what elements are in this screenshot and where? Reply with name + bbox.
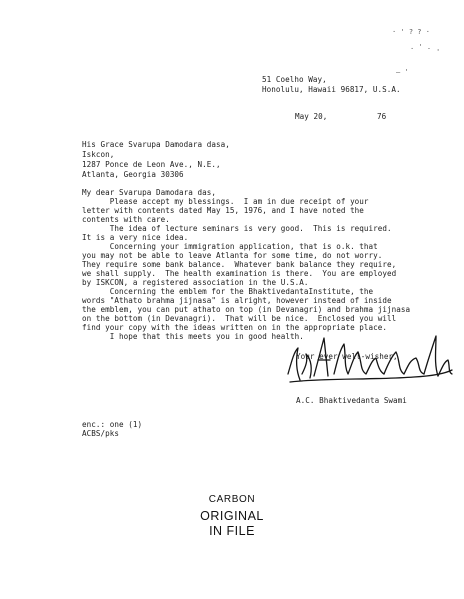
enclosure-note: enc.: one (1)	[82, 420, 143, 429]
body-line: Concerning your immigration application, that is o.k. that	[82, 242, 378, 251]
letter-date: May 20,	[295, 112, 328, 121]
corner-mark: ― '	[396, 68, 409, 76]
salutation: My dear Svarupa Damodara das,	[82, 188, 217, 197]
corner-mark: . ' .	[410, 43, 432, 51]
body-line: Please accept my blessings. I am in due receipt of your	[82, 197, 369, 206]
stamp-line-original: ORIGINAL	[200, 509, 264, 523]
body-line: letter with contents dated May 15, 1976, and I have noted the	[82, 206, 364, 215]
body-line: I hope that this meets you in good health.	[82, 332, 304, 341]
recipient-line: His Grace Svarupa Damodara dasa,	[82, 140, 230, 149]
letter-date-year: 76	[377, 112, 387, 121]
body-line: They require some bank balance. Whatever bank balance they require,	[82, 260, 397, 269]
corner-mark: · ' ? ? ·	[392, 28, 430, 36]
corner-mark: '	[436, 48, 441, 56]
body-line: contents with care.	[82, 215, 170, 224]
body-line: Concerning the emblem for the BhaktivedantaInstitute, the	[82, 287, 374, 296]
stamp-line-in-file: IN FILE	[209, 524, 255, 538]
body-line: you may not be able to leave Atlanta for some time, do not worry.	[82, 251, 383, 260]
typist-initials: ACBS/pks	[82, 429, 119, 438]
carbon-stamp	[0, 494, 464, 539]
handwritten-signature	[284, 330, 454, 390]
recipient-line: Iskcon,	[82, 150, 115, 159]
body-line: we shall supply. The health examination is there. You are employed	[82, 269, 397, 278]
body-line: words "Athato brahma jijnasa" is alright, however instead of inside	[82, 296, 392, 305]
body-line: the emblem, you can put athato on top (in Devanagri) and brahma jijnasa	[82, 305, 411, 314]
sender-address-line: 51 Coelho Way,	[262, 75, 327, 84]
recipient-line: Atlanta, Georgia 30306	[82, 170, 184, 179]
signature-name: A.C. Bhaktivedanta Swami	[296, 396, 407, 405]
body-line: The idea of lecture seminars is very good. This is required.	[82, 224, 392, 233]
body-line: find your copy with the ideas written on in the appropriate place.	[82, 323, 388, 332]
body-line: on the bottom (in Devanagri). That will be nice. Enclosed you will	[82, 314, 397, 323]
closing: Your ever well-wisher,	[296, 352, 398, 361]
body-line: by ISKCON, a registered association in the U.S.A.	[82, 278, 309, 287]
stamp-line-carbon: CARBON	[208, 494, 256, 505]
sender-address-line: Honolulu, Hawaii 96817, U.S.A.	[262, 85, 401, 94]
recipient-line: 1287 Ponce de Leon Ave., N.E.,	[82, 160, 221, 169]
body-line: It is a very nice idea.	[82, 233, 189, 242]
